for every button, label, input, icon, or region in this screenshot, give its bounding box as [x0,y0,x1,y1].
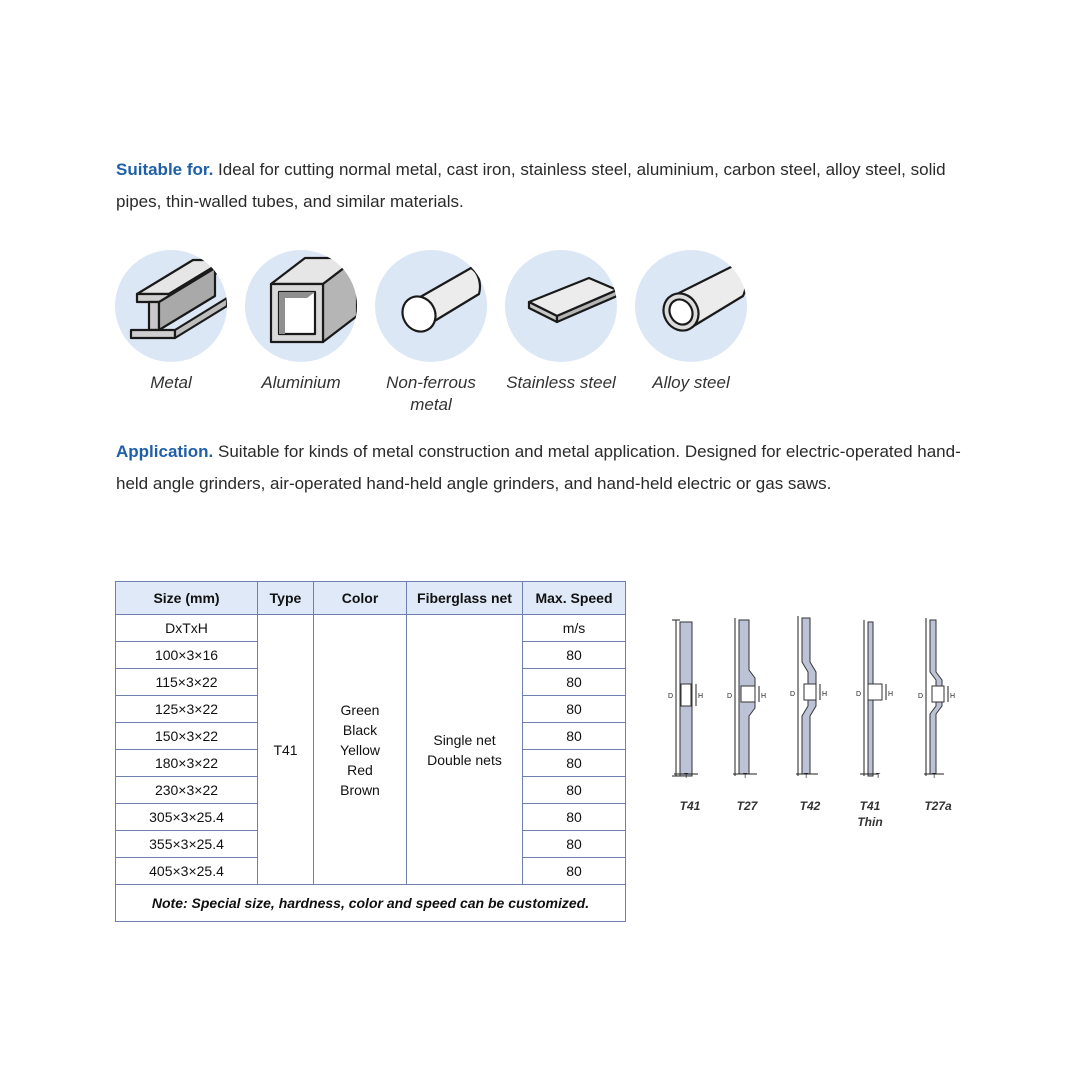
flat-bar-icon [505,250,617,362]
diagram-label-d: D [790,691,796,698]
color-item: Red [347,761,373,778]
diagram-label-t: T [684,773,689,780]
speed-cell: 80 [523,723,626,750]
suitable-for-paragraph [116,154,966,218]
color-item: Green [340,701,380,718]
net-item: Double nets [427,751,502,768]
size-cell: 125×3×22 [116,696,258,723]
wheel-profile-t42-icon [780,612,840,792]
color-cell [314,615,407,885]
round-bar-icon [375,250,487,362]
diagram-label-d: D [668,693,674,700]
size-cell: 405×3×25.4 [116,858,258,885]
size-cell: 150×3×22 [116,723,258,750]
application-paragraph [116,436,966,500]
diagram-caption: T27 [736,799,758,813]
diagram-label-d: D [918,693,924,700]
header-fiberglass: Fiberglass net [407,582,523,615]
diagram-t27a [908,612,968,813]
size-cell: 230×3×22 [116,777,258,804]
spec-table [115,581,626,922]
size-cell: 115×3×22 [116,669,258,696]
header-color: Color [314,582,407,615]
diagram-label-t: T [876,773,881,780]
speed-cell: m/s [523,615,626,642]
material-label: Stainless steel [506,373,616,392]
table-note: Note: Special size, hardness, color and speed can be customized. [116,885,626,922]
diagram-label-h: H [822,691,828,698]
diagram-label-h: H [761,693,767,700]
i-beam-icon [115,250,227,362]
diagram-t42 [780,612,840,813]
wheel-profile-t27-icon [717,612,777,792]
pipe-icon [635,250,747,362]
wheel-profile-t41-icon [660,612,720,792]
material-label: Aluminium [261,373,341,392]
speed-cell: 80 [523,669,626,696]
diagram-caption: T42 [799,799,821,813]
size-cell: DxTxH [116,615,258,642]
material-alloy [632,250,750,394]
fiberglass-cell [407,615,523,885]
speed-cell: 80 [523,831,626,858]
speed-cell: 80 [523,696,626,723]
size-cell: 180×3×22 [116,750,258,777]
diagram-label-h: H [888,691,894,698]
material-label: Non-ferrous metal [386,373,476,414]
wheel-profile-t27a-icon [908,612,968,792]
wheel-profile-t41-thin-icon [840,612,900,792]
diagram-caption: T27a [924,799,952,813]
diagram-label-d: D [856,691,862,698]
diagram-label-h: H [698,693,704,700]
type-cell: T41 [258,615,314,885]
application-text: Suitable for kinds of metal construction and metal application. Designed for electric-operated hand-held angle grinders, air-operated hand-held angle grinders, and hand-held electric or gas saws. [116,442,961,493]
wheel-profile-diagrams [660,612,980,842]
table-header-row [116,582,626,615]
material-non-ferrous [372,250,490,416]
diagram-t41-thin [840,612,900,829]
size-cell: 305×3×25.4 [116,804,258,831]
diagram-label-t: T [804,773,809,780]
color-item: Brown [340,781,380,798]
diagram-label-h: H [950,693,956,700]
net-item: Single net [433,731,496,748]
color-item: Yellow [340,741,380,758]
speed-cell: 80 [523,642,626,669]
application-lead: Application. [116,442,214,461]
diagram-caption: T41 [679,799,701,813]
material-stainless [502,250,620,394]
diagram-caption: T41 Thin [857,799,883,829]
diagram-t27 [717,612,777,813]
material-label: Metal [150,373,192,392]
diagram-t41 [660,612,720,813]
diagram-label-t: T [932,773,937,780]
material-metal [112,250,230,394]
square-tube-icon [245,250,357,362]
materials-row [112,250,762,420]
suitable-for-text: Ideal for cutting normal metal, cast iron, stainless steel, aluminium, carbon steel, alloy steel, solid pipes, thin-walled tubes, and similar materials. [116,160,946,211]
size-cell: 100×3×16 [116,642,258,669]
speed-cell: 80 [523,777,626,804]
table-note-row [116,885,626,922]
header-type: Type [258,582,314,615]
speed-cell: 80 [523,804,626,831]
color-item: Black [342,721,378,738]
material-label: Alloy steel [652,373,730,392]
size-cell: 355×3×25.4 [116,831,258,858]
suitable-for-lead: Suitable for. [116,160,214,179]
header-size: Size (mm) [116,582,258,615]
speed-cell: 80 [523,858,626,885]
diagram-label-d: D [727,693,733,700]
material-aluminium [242,250,360,394]
speed-cell: 80 [523,750,626,777]
header-speed: Max. Speed [523,582,626,615]
table-row [116,615,626,642]
diagram-label-t: T [743,773,748,780]
